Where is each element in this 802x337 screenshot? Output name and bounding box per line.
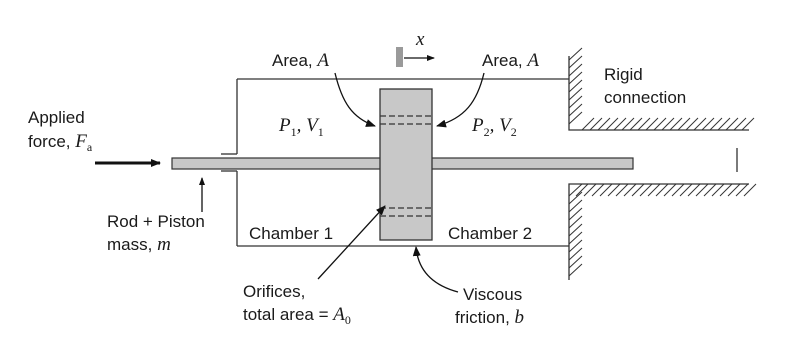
p1-v1-label: $P_1$, $V_1$ bbox=[279, 115, 324, 139]
rod-label-line1: Rod + Piston bbox=[107, 212, 205, 231]
area-right-label bbox=[437, 50, 539, 126]
piston bbox=[380, 89, 432, 240]
rigid-label-line2: connection bbox=[604, 88, 687, 107]
p2-v2-label: $P_2$, $V_2$ bbox=[472, 115, 517, 139]
applied-force-line1: Applied bbox=[28, 108, 85, 127]
orifices-label-line1: Orifices, bbox=[243, 282, 306, 301]
rod-label-line2: mass, m bbox=[107, 234, 171, 255]
svg-text:Area, A bbox=[482, 50, 539, 71]
orifices-label-line2: total area = $A_0$ bbox=[243, 304, 351, 327]
area-right-text: Area, bbox=[482, 51, 523, 70]
x-label: x bbox=[416, 29, 425, 50]
applied-force-label bbox=[28, 108, 93, 154]
chamber2-label: Chamber 2 bbox=[448, 224, 533, 243]
svg-text:Area, A bbox=[272, 50, 329, 71]
area-right-var: A bbox=[527, 50, 539, 71]
chamber1-label: Chamber 1 bbox=[249, 224, 334, 243]
x-displacement-indicator bbox=[396, 29, 434, 67]
svg-text:force, Fa: force, $F_a$ bbox=[28, 131, 93, 154]
viscous-label-line1: Viscous bbox=[463, 285, 523, 304]
rigid-label-line1: Rigid bbox=[604, 65, 643, 84]
viscous-label-line2: friction, b bbox=[455, 307, 525, 328]
area-left-text: Area, bbox=[272, 51, 313, 70]
area-left-var: A bbox=[317, 50, 329, 71]
